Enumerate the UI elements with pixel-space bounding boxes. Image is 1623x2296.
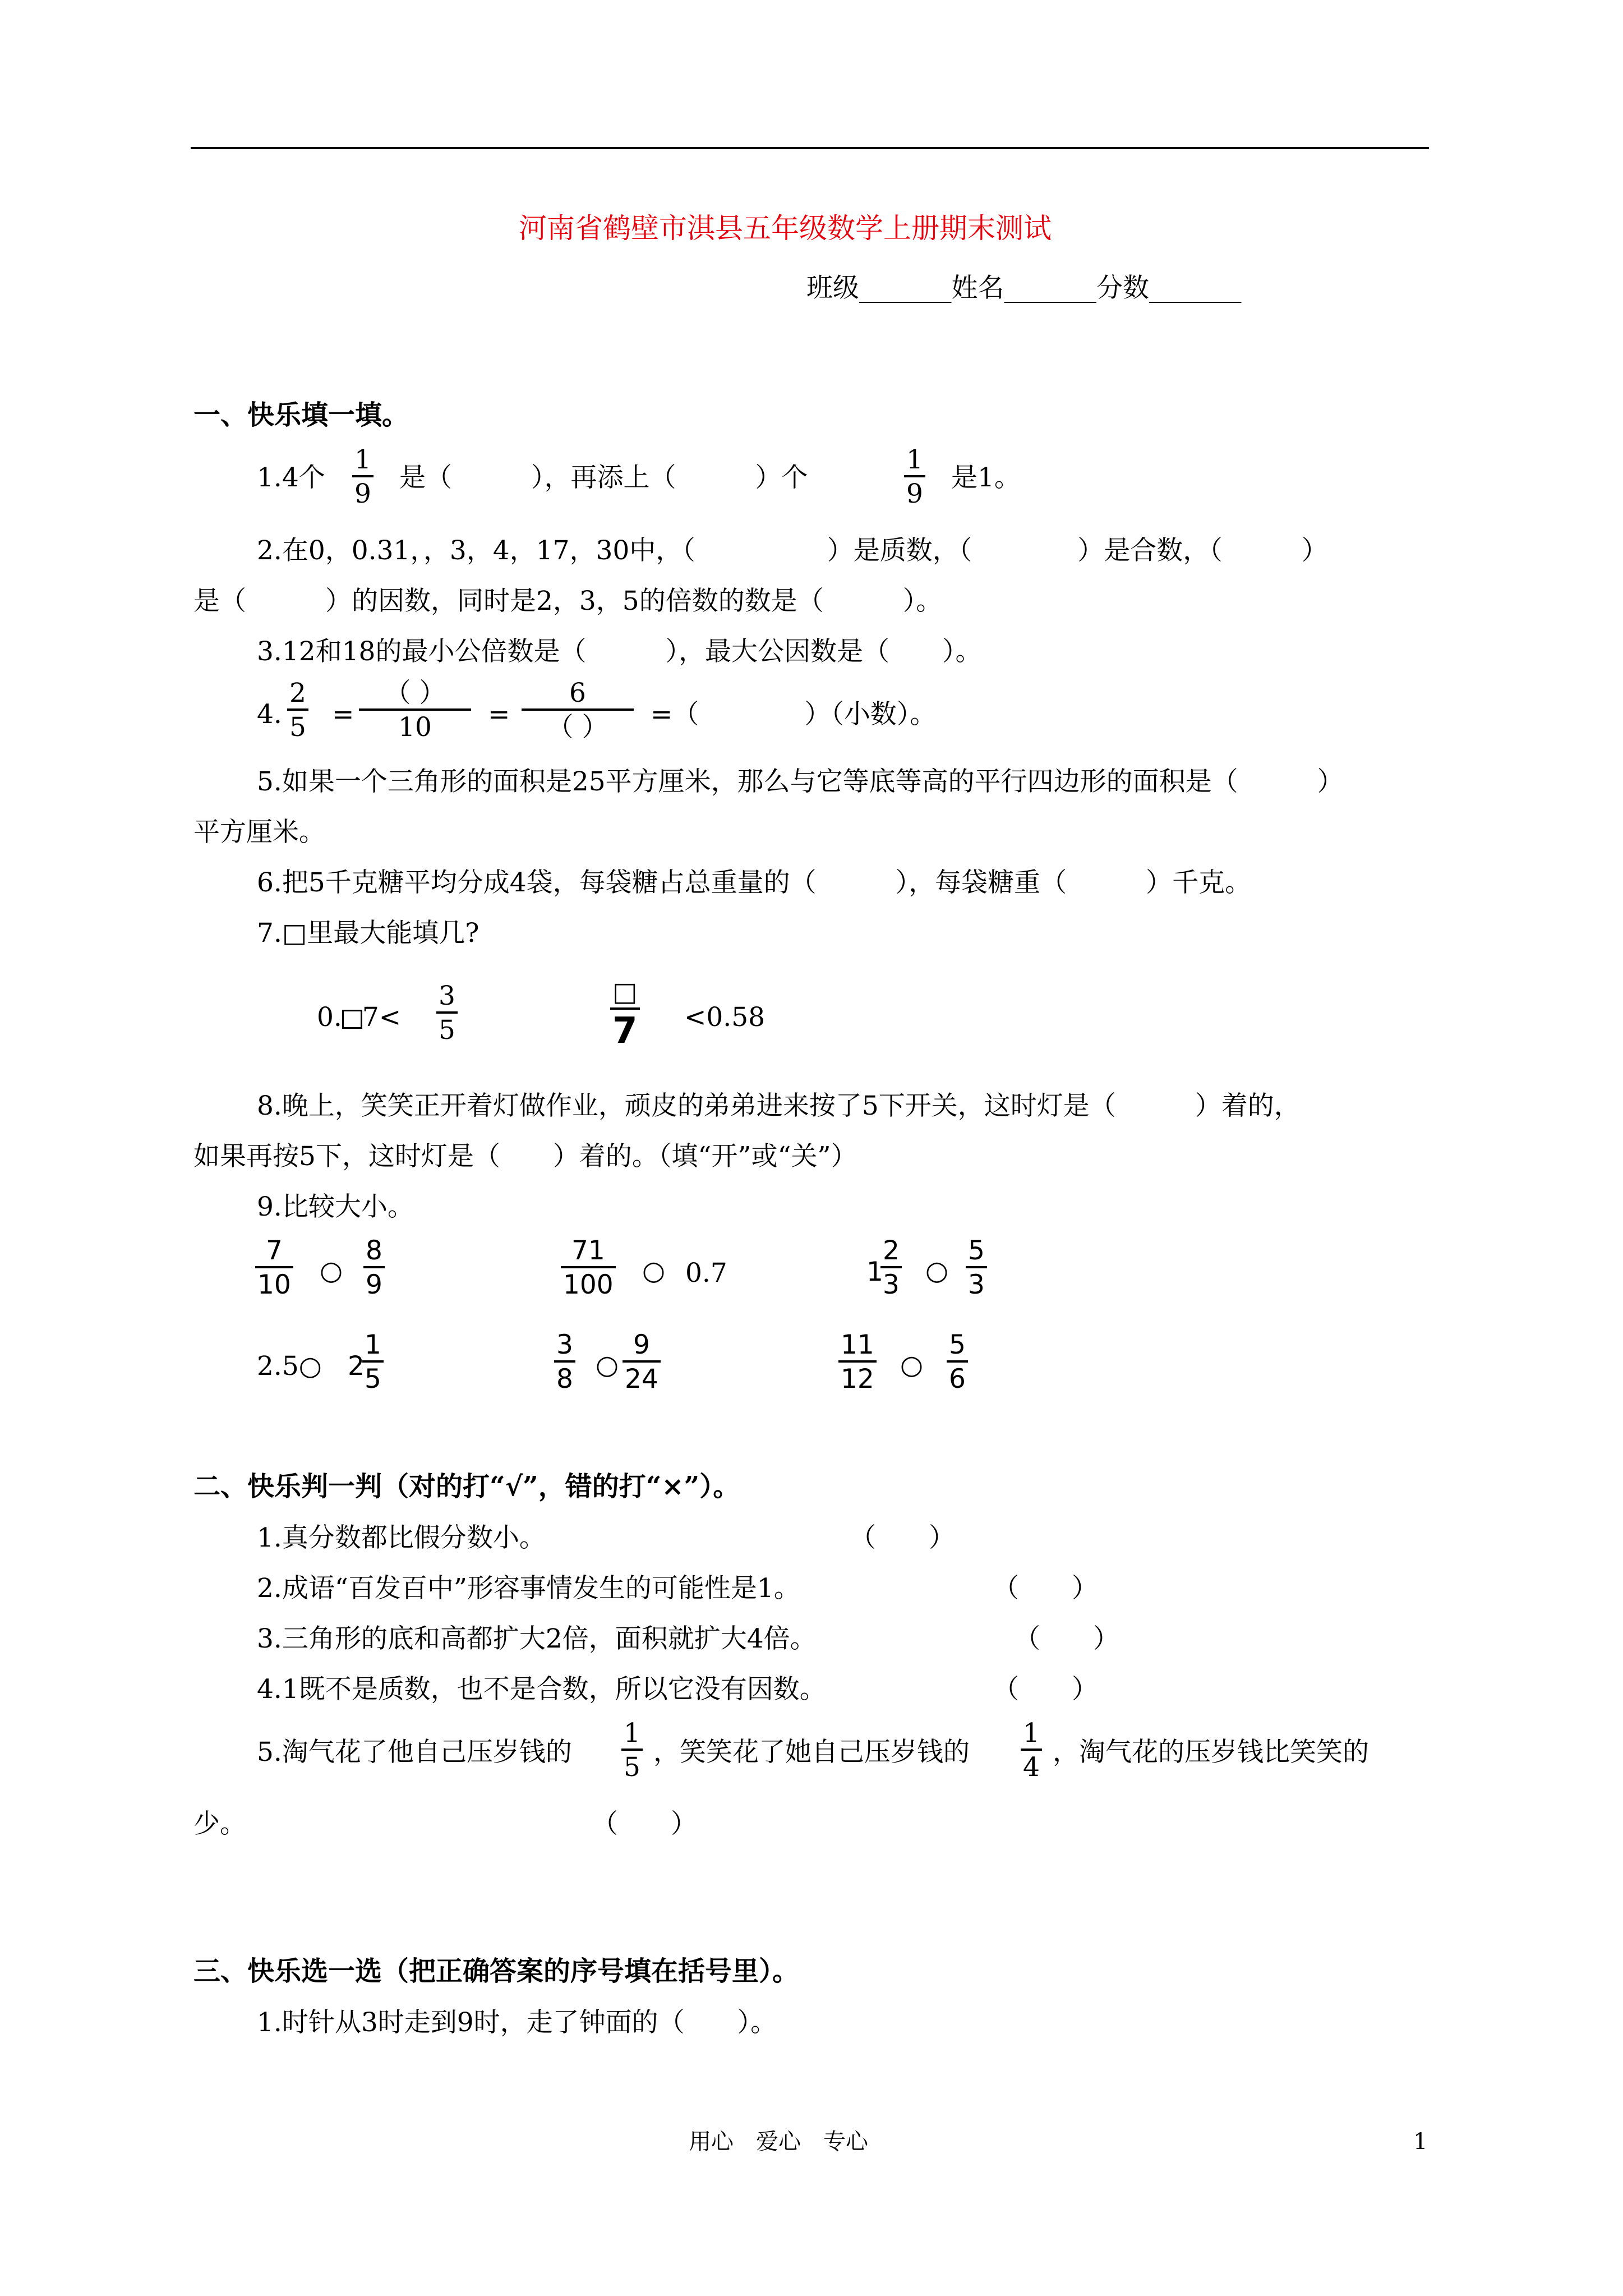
s2-q2-text: 2.成语“百发百中”形容事情发生的可能性是1。: [257, 1573, 800, 1604]
numerator: 2: [883, 1235, 900, 1266]
numerator: 5: [968, 1235, 985, 1266]
denominator: 12: [841, 1364, 874, 1395]
q9-r1c1-right-fraction: [363, 1237, 385, 1298]
q1-fraction-2: [904, 444, 925, 509]
numerator: 1: [1023, 1718, 1040, 1749]
numerator: 5: [949, 1329, 966, 1360]
denominator: 10: [398, 712, 432, 743]
q7-left-compare: 7<: [362, 1002, 402, 1033]
numerator: 2: [289, 678, 306, 708]
q4-fraction-1: [287, 678, 308, 743]
q1-part-b: 是（ ），再添上（ ）个: [399, 462, 808, 493]
compare-circle: ○: [642, 1255, 666, 1286]
q1-part-a: 1.4个: [257, 462, 325, 493]
denominator: 100: [563, 1269, 614, 1300]
denominator: 8: [556, 1364, 573, 1395]
q7-text: 7.□里最大能填几?: [257, 918, 479, 949]
section-2-heading: 二、快乐判一判（对的打“√”，错的打“×”）。: [193, 1471, 740, 1502]
numerator: 3: [439, 981, 455, 1011]
numerator: 1: [354, 444, 371, 475]
page-title: 河南省鹤壁市淇县五年级数学上册期末测试: [519, 212, 1052, 245]
q9-r1c3-whole: 1: [866, 1257, 883, 1287]
q9-r1c1-left-fraction: [255, 1237, 293, 1298]
numerator: 1: [365, 1329, 381, 1360]
s2-q2-answer-paren: （ ）: [993, 1573, 1098, 1604]
q4-equals-1: =: [332, 699, 354, 730]
q9-r1c2-decimal: 0.7: [685, 1258, 727, 1289]
footer-motto: 用心 爱心 专心: [689, 2129, 868, 2155]
denominator: 5: [439, 1015, 455, 1046]
numerator: 3: [556, 1329, 573, 1360]
q9-r2c1-fraction: [362, 1329, 384, 1395]
q9-r2c2-left-fraction: [554, 1329, 575, 1395]
s3-q1-text: 1.时针从3时走到9时，走了钟面的（ ）。: [257, 2007, 777, 2038]
blank-box: [342, 1010, 362, 1029]
numerator: 11: [841, 1329, 874, 1360]
denominator: 9: [366, 1269, 382, 1300]
numerator: 7: [265, 1235, 283, 1266]
q3-text: 3.12和18的最小公倍数是（ ），最大公因数是（ ）。: [257, 636, 982, 667]
s2-q4-text: 4.1既不是质数，也不是合数，所以它没有因数。: [257, 1674, 826, 1705]
denominator: 4: [1023, 1752, 1040, 1783]
q9-text: 9.比较大小。: [257, 1191, 414, 1222]
q1-fraction-1: [352, 444, 374, 509]
denominator: 9: [906, 478, 923, 509]
q1-part-c: 是1。: [951, 462, 1021, 493]
q9-r2c1-whole: 2: [348, 1351, 365, 1382]
numerator: （ ）: [384, 678, 446, 708]
q5-line-1: 5.如果一个三角形的面积是25平方厘米，那么与它等底等高的平行四边形的面积是（ ）: [257, 766, 1344, 797]
compare-circle: ○: [925, 1255, 949, 1286]
header-rule: [191, 147, 1429, 149]
denominator: 5: [289, 712, 306, 743]
q6-text: 6.把5千克糖平均分成4袋，每袋糖占总重量的（ ），每袋糖重（ ）千克。: [257, 867, 1252, 898]
s2-q3-answer-paren: （ ）: [1014, 1623, 1119, 1654]
q7-right-fraction: [610, 977, 640, 1052]
s2-q5-fraction-1: [621, 1718, 643, 1783]
section-1-heading: 一、快乐填一填。: [193, 399, 409, 431]
q7-left-expression: [317, 1002, 402, 1033]
denominator: 10: [257, 1269, 291, 1300]
q7-left-fraction: [436, 981, 458, 1046]
denominator: 9: [354, 478, 371, 509]
s2-q5-part-b: ，笑笑花了她自己压岁钱的: [653, 1737, 970, 1768]
s2-q5-answer-paren: （ ）: [592, 1809, 697, 1839]
student-info-fields: 班级_______姓名_______分数_______: [806, 273, 1242, 303]
q4-equals-2: =: [488, 699, 510, 730]
denominator: 3: [883, 1269, 900, 1300]
compare-circle: ○: [596, 1350, 619, 1381]
denominator: 3: [968, 1269, 985, 1300]
q9-r1c2-left-fraction: [561, 1237, 616, 1298]
q4-fraction-2: [359, 678, 471, 743]
denominator: 5: [624, 1752, 640, 1783]
q9-r1c3-left-fraction: [880, 1237, 902, 1298]
numerator: 71: [571, 1235, 605, 1266]
denominator: 5: [365, 1364, 381, 1395]
q7-right-tail: <0.58: [684, 1002, 766, 1033]
s2-q3-text: 3.三角形的底和高都扩大2倍，面积就扩大4倍。: [257, 1623, 817, 1654]
q7-left-decimal: 0.: [317, 1002, 342, 1033]
numerator: □: [612, 977, 638, 1007]
q9-r1c3-right-fraction: [966, 1237, 987, 1298]
q4-tail: =（ ）（小数）。: [651, 699, 937, 730]
q4-fraction-3: [522, 678, 634, 743]
q5-line-2: 平方厘米。: [193, 817, 325, 848]
q4-prefix: 4.: [257, 699, 282, 730]
q9-r2c3-left-fraction: [838, 1329, 877, 1395]
denominator: （ ）: [547, 712, 608, 743]
s2-q5-part-c: ，淘气花的压岁钱比笑笑的: [1053, 1737, 1369, 1768]
denominator: 24: [625, 1364, 658, 1395]
q9-r2c3-right-fraction: [947, 1329, 968, 1395]
q8-line-2: 如果再按5下，这时灯是（ ）着的。（填“开”或“关”）: [193, 1141, 857, 1172]
page-number: 1: [1413, 2129, 1428, 2155]
q2-line-2: 是（ ）的因数，同时是2，3，5的倍数的数是（ ）。: [193, 586, 943, 616]
q9-r2c1-decimal: 2.5○: [257, 1351, 322, 1382]
s2-q4-answer-paren: （ ）: [993, 1674, 1098, 1705]
q9-r2c2-right-fraction: [623, 1329, 661, 1395]
q2-line-1: 2.在0，0.31，，3，4，17，30中，（ ）是质数，（ ）是合数，（ ）: [257, 535, 1328, 566]
denominator: 6: [949, 1364, 966, 1395]
numerator: 1: [624, 1718, 640, 1749]
numerator: 1: [906, 444, 923, 475]
q8-line-1: 8.晚上，笑笑正开着灯做作业，顽皮的弟弟进来按了5下开关，这时灯是（ ）着的，: [257, 1091, 1301, 1121]
denominator: 7: [612, 1010, 638, 1052]
numerator: 6: [569, 678, 586, 708]
s2-q1-answer-paren: （ ）: [850, 1522, 955, 1553]
compare-circle: ○: [900, 1350, 924, 1381]
numerator: 8: [366, 1235, 382, 1266]
s2-q5-line-2: 少。: [193, 1809, 246, 1839]
s2-q5-part-a: 5.淘气花了他自己压岁钱的: [257, 1737, 572, 1768]
section-3-heading: 三、快乐选一选（把正确答案的序号填在括号里）。: [193, 1955, 800, 1987]
numerator: 9: [633, 1329, 650, 1360]
s2-q5-fraction-2: [1021, 1718, 1042, 1783]
s2-q1-text: 1.真分数都比假分数小。: [257, 1522, 546, 1553]
compare-circle: ○: [320, 1255, 343, 1286]
